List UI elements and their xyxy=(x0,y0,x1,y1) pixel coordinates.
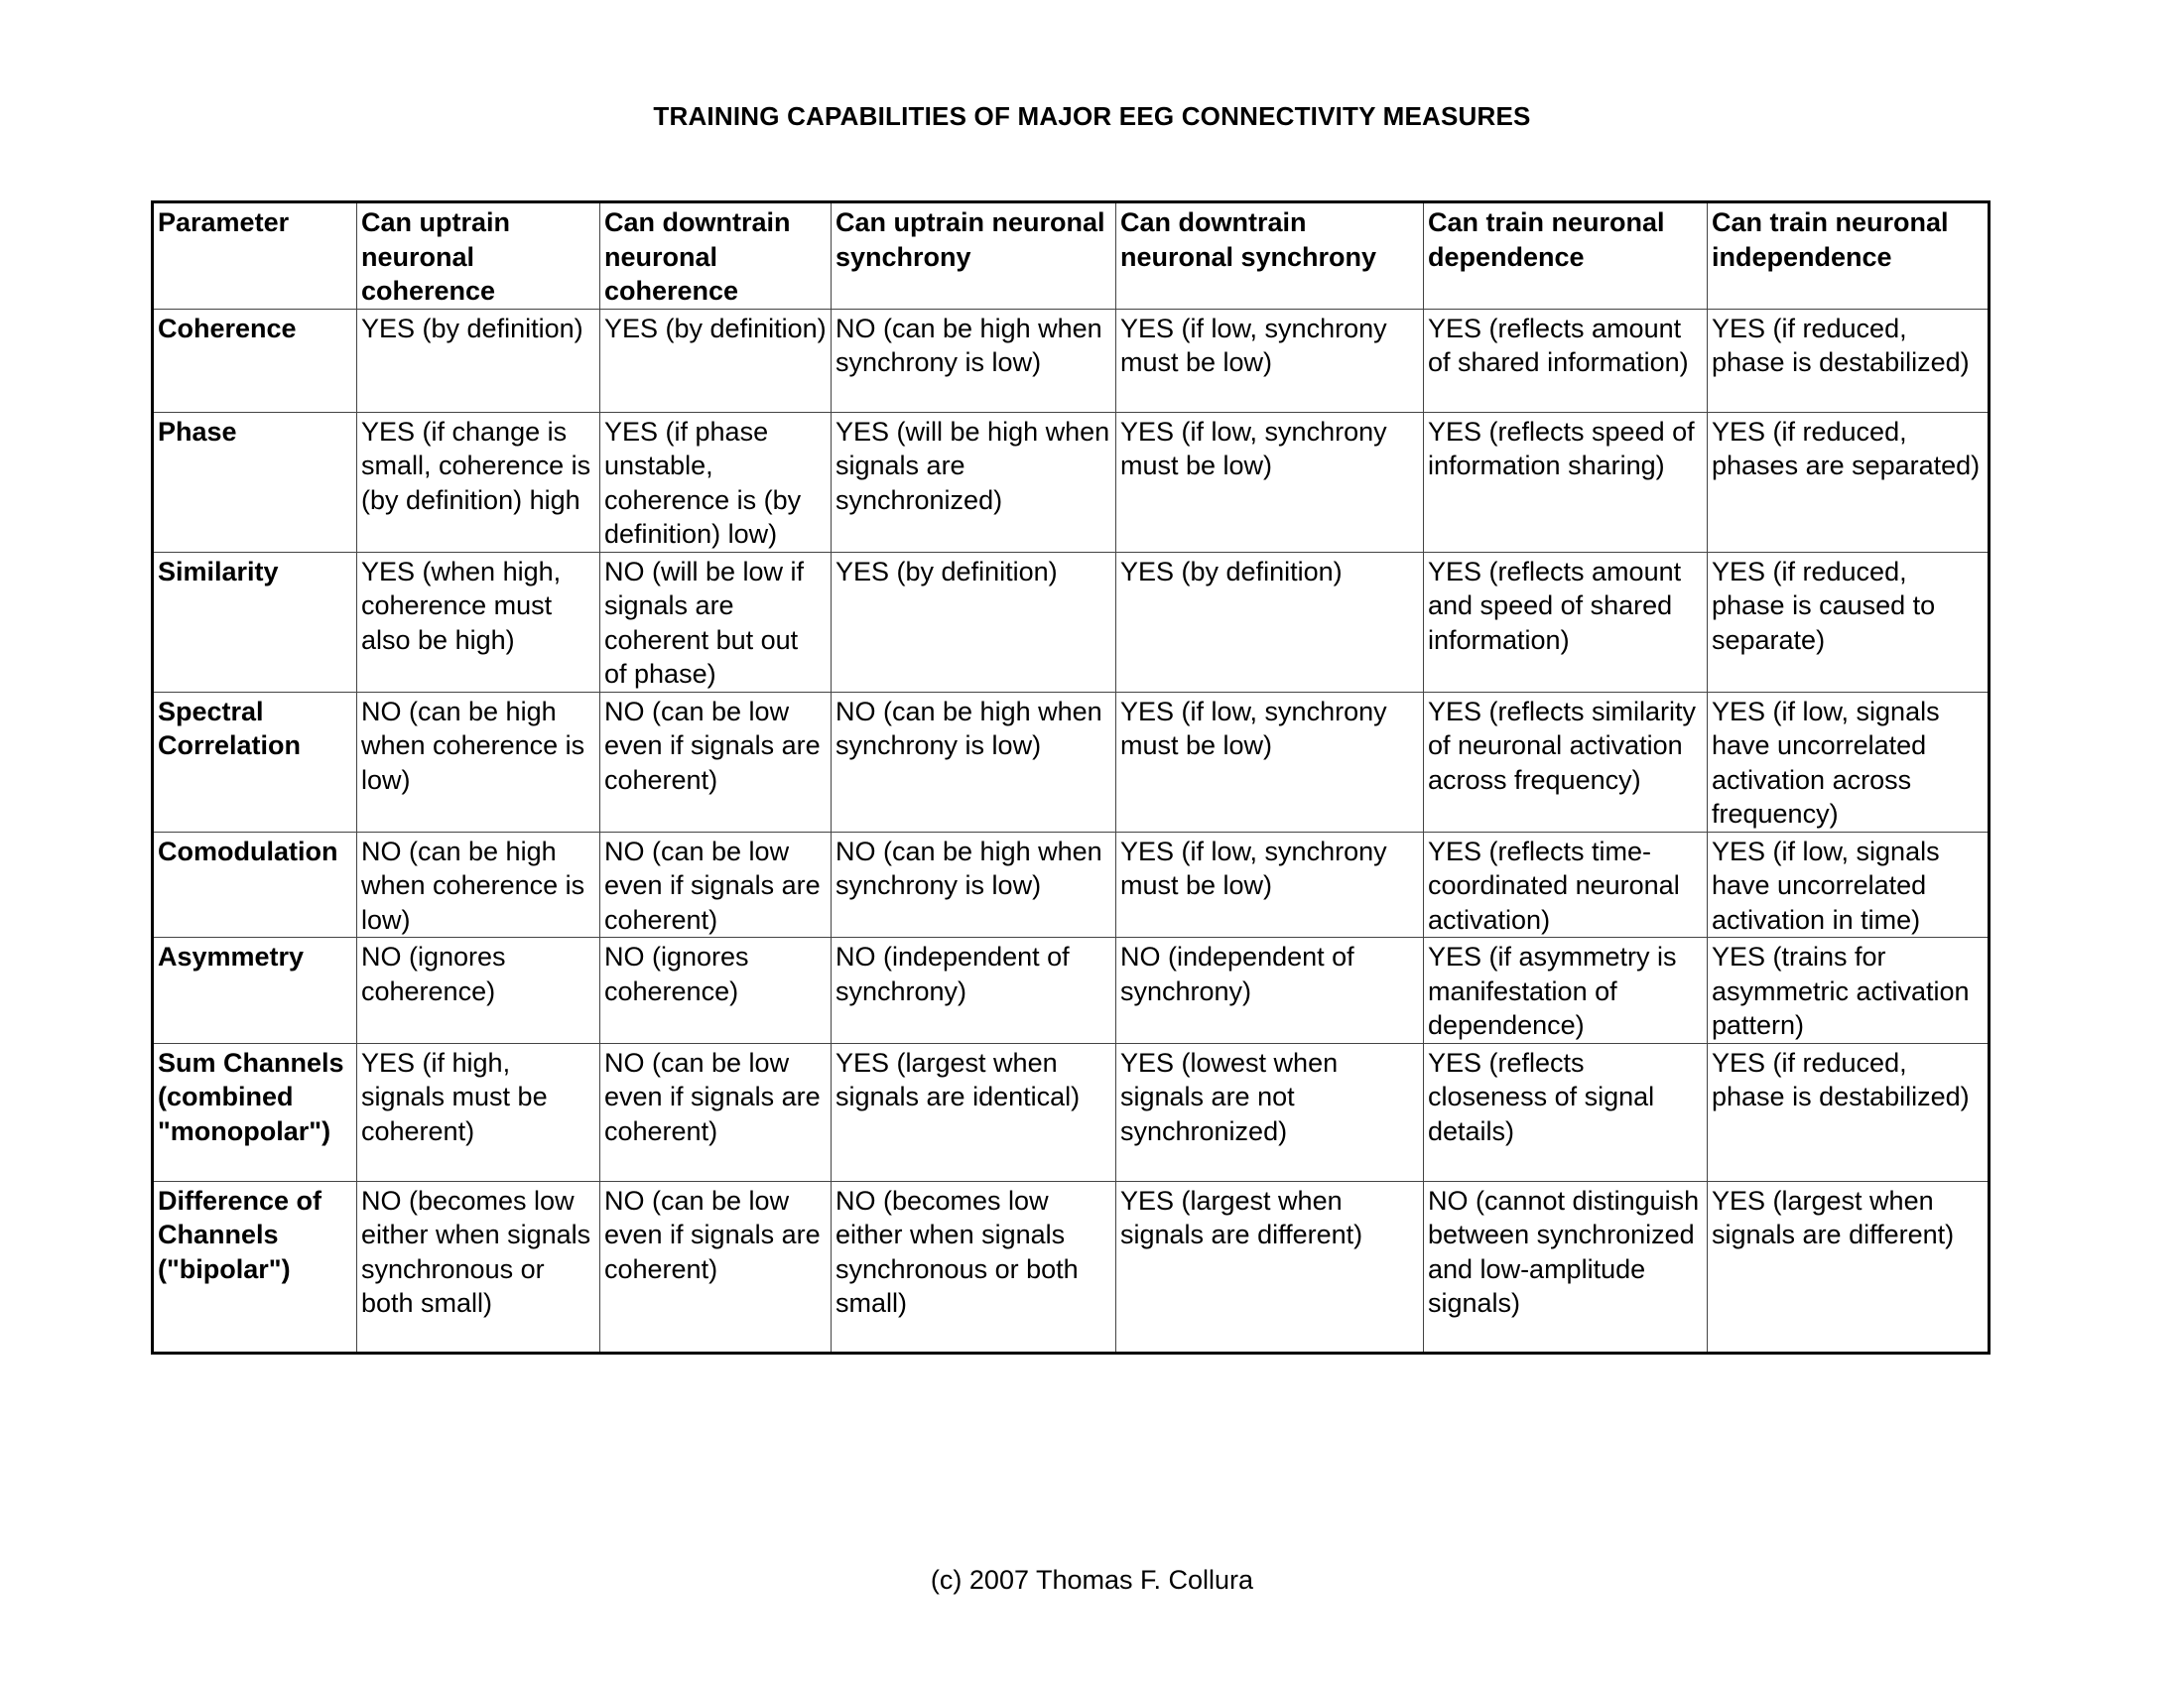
row-header-comodulation: Comodulation xyxy=(153,832,357,938)
document-title: TRAINING CAPABILITIES OF MAJOR EEG CONNECTIVITY MEASURES xyxy=(653,101,1531,131)
table-cell: NO (can be high when coherence is low) xyxy=(357,692,600,832)
table-cell: YES (reflects time-coordinated neuronal activation) xyxy=(1424,832,1708,938)
table-cell: NO (ignores coherence) xyxy=(600,938,832,1044)
table-cell: NO (can be high when synchrony is low) xyxy=(832,692,1116,832)
table-cell: YES (if low, synchrony must be low) xyxy=(1116,692,1424,832)
table-cell: YES (if high, signals must be coherent) xyxy=(357,1043,600,1181)
table-cell: NO (will be low if signals are coherent but out of phase) xyxy=(600,552,832,692)
table-cell: NO (independent of synchrony) xyxy=(1116,938,1424,1044)
table-cell: YES (if low, signals have uncorrelated activation across frequency) xyxy=(1708,692,1990,832)
table-cell: NO (becomes low either when signals synchronous or both small) xyxy=(357,1181,600,1353)
table-cell: YES (largest when signals are identical) xyxy=(832,1043,1116,1181)
table-cell: YES (reflects closeness of signal details) xyxy=(1424,1043,1708,1181)
header-train-independence: Can train neuronal independence xyxy=(1708,202,1990,310)
row-header-coherence: Coherence xyxy=(153,309,357,412)
table-cell: YES (if phase unstable, coherence is (by definition) low) xyxy=(600,412,832,552)
row-header-sum-channels: Sum Channels (combined "monopolar") xyxy=(153,1043,357,1181)
table-cell: YES (if reduced, phase is destabilized) xyxy=(1708,309,1990,412)
table-cell: YES (trains for asymmetric activation pattern) xyxy=(1708,938,1990,1044)
table-row xyxy=(153,692,1990,832)
copyright-footer: (c) 2007 Thomas F. Collura xyxy=(930,1565,1254,1595)
table-cell: NO (can be low even if signals are coherent) xyxy=(600,1181,832,1353)
table-cell: YES (lowest when signals are not synchronized) xyxy=(1116,1043,1424,1181)
table-cell: NO (ignores coherence) xyxy=(357,938,600,1044)
table-cell: YES (reflects speed of information sharing) xyxy=(1424,412,1708,552)
table-cell: YES (by definition) xyxy=(357,309,600,412)
table-cell: YES (will be high when signals are synchronized) xyxy=(832,412,1116,552)
table-cell: YES (largest when signals are different) xyxy=(1116,1181,1424,1353)
table-cell: NO (can be high when coherence is low) xyxy=(357,832,600,938)
header-uptrain-synchrony: Can uptrain neuronal synchrony xyxy=(832,202,1116,310)
row-header-phase: Phase xyxy=(153,412,357,552)
table-cell: NO (can be low even if signals are coherent) xyxy=(600,832,832,938)
row-header-spectral-correlation: Spectral Correlation xyxy=(153,692,357,832)
header-parameter: Parameter xyxy=(153,202,357,310)
table-cell: NO (becomes low either when signals synchronous or both small) xyxy=(832,1181,1116,1353)
table-cell: NO (independent of synchrony) xyxy=(832,938,1116,1044)
table-cell: YES (if reduced, phase is caused to separate) xyxy=(1708,552,1990,692)
row-header-similarity: Similarity xyxy=(153,552,357,692)
table-cell: YES (reflects amount and speed of shared information) xyxy=(1424,552,1708,692)
table-cell: NO (can be low even if signals are coherent) xyxy=(600,692,832,832)
table-cell: NO (can be high when synchrony is low) xyxy=(832,832,1116,938)
table-cell: YES (when high, coherence must also be high) xyxy=(357,552,600,692)
table-cell: NO (can be high when synchrony is low) xyxy=(832,309,1116,412)
table-cell: YES (largest when signals are different) xyxy=(1708,1181,1990,1353)
table-cell: YES (if low, synchrony must be low) xyxy=(1116,309,1424,412)
table-row xyxy=(153,309,1990,412)
table-cell: YES (if reduced, phase is destabilized) xyxy=(1708,1043,1990,1181)
table-row xyxy=(153,1181,1990,1353)
table-cell: YES (reflects amount of shared information) xyxy=(1424,309,1708,412)
table-cell: NO (can be low even if signals are coherent) xyxy=(600,1043,832,1181)
table-row xyxy=(153,412,1990,552)
table-cell: YES (if reduced, phases are separated) xyxy=(1708,412,1990,552)
table-cell: YES (if low, synchrony must be low) xyxy=(1116,412,1424,552)
table-cell: YES (by definition) xyxy=(832,552,1116,692)
row-header-asymmetry: Asymmetry xyxy=(153,938,357,1044)
header-downtrain-coherence: Can downtrain neuronal coherence xyxy=(600,202,832,310)
table-cell: YES (by definition) xyxy=(1116,552,1424,692)
table-cell: YES (reflects similarity of neuronal activation across frequency) xyxy=(1424,692,1708,832)
table-row xyxy=(153,552,1990,692)
header-train-dependence: Can train neuronal dependence xyxy=(1424,202,1708,310)
table-cell: YES (if change is small, coherence is (by definition) high xyxy=(357,412,600,552)
header-uptrain-coherence: Can uptrain neuronal coherence xyxy=(357,202,600,310)
table-row xyxy=(153,1043,1990,1181)
table-cell: NO (cannot distinguish between synchronized and low-amplitude signals) xyxy=(1424,1181,1708,1353)
table-cell: YES (if low, synchrony must be low) xyxy=(1116,832,1424,938)
table-cell: YES (by definition) xyxy=(600,309,832,412)
header-downtrain-synchrony: Can downtrain neuronal synchrony xyxy=(1116,202,1424,310)
table-cell: YES (if asymmetry is manifestation of dependence) xyxy=(1424,938,1708,1044)
header-row xyxy=(153,202,1990,310)
table-cell: YES (if low, signals have uncorrelated activation in time) xyxy=(1708,832,1990,938)
connectivity-measures-table xyxy=(151,200,1991,1355)
table-row xyxy=(153,938,1990,1044)
table-row xyxy=(153,832,1990,938)
row-header-difference-of-channels: Difference of Channels ("bipolar") xyxy=(153,1181,357,1353)
